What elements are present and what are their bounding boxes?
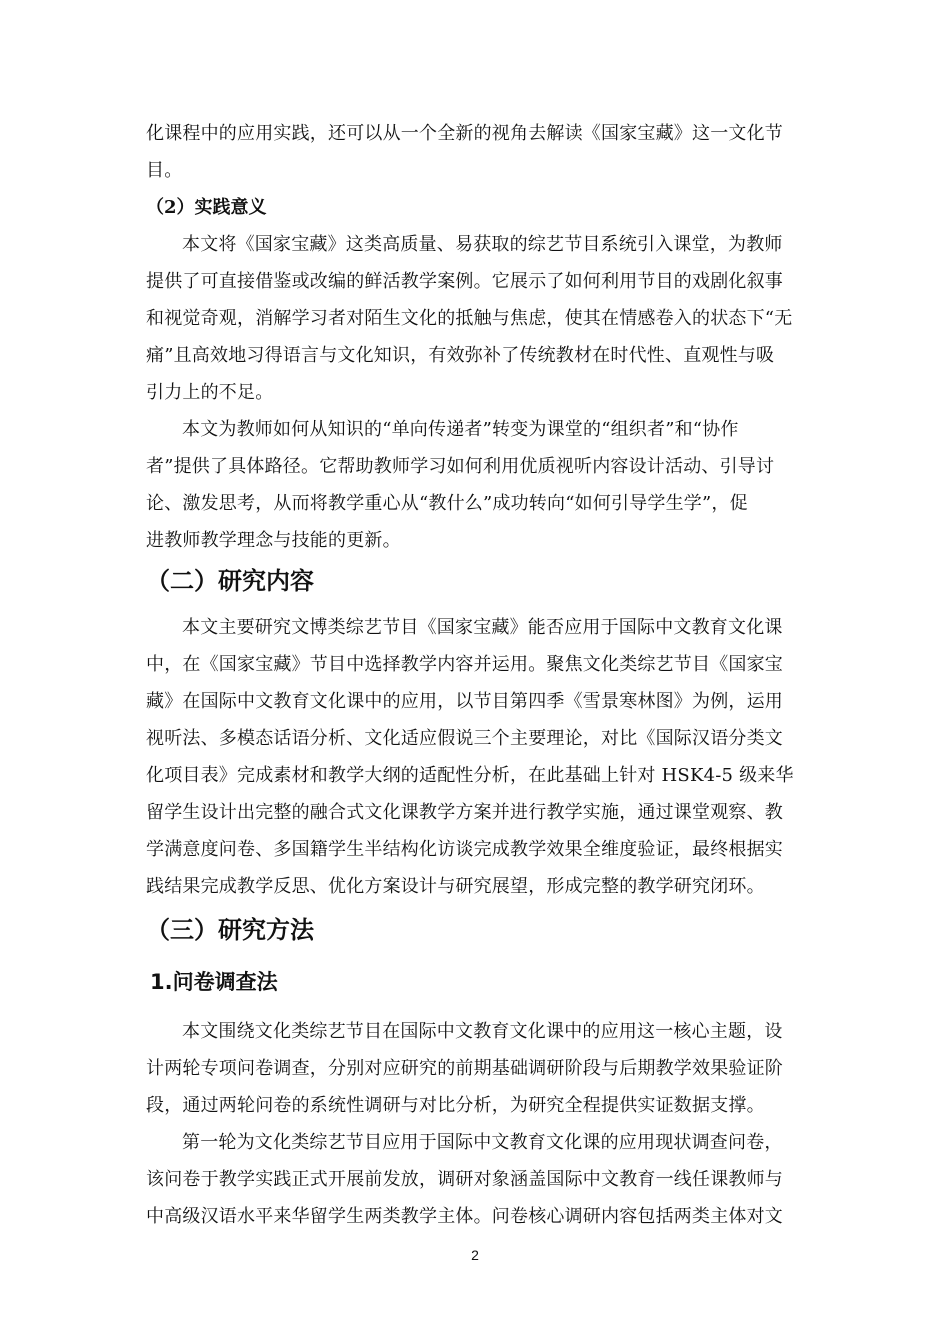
body-text-line: 段，通过两轮问卷的系统性调研与对比分析，为研究全程提供实证数据支撑。 [146,1095,765,1116]
section-heading-research-content: （二）研究内容 [146,567,314,595]
section-heading-research-methods: （三）研究方法 [146,916,314,944]
body-text-line: 目。 [146,160,183,181]
body-text-line: 留学生设计出完整的融合式文化课教学方案并进行教学实施，通过课堂观察、教 [146,802,783,823]
body-text-line: 和视觉奇观，消解学习者对陌生文化的抵触与焦虑，使其在情感卷入的状态下“无 [146,308,793,329]
body-text-line: 本文将《国家宝藏》这类高质量、易获取的综艺节目系统引入课堂，为教师 [182,234,783,255]
body-text-line: 学满意度问卷、多国籍学生半结构化访谈完成教学效果全维度验证，最终根据实 [146,839,783,860]
body-text-line: 提供了可直接借鉴或改编的鲜活教学案例。它展示了如何利用节目的戏剧化叙事 [146,271,783,292]
page-number: 2 [471,1247,479,1263]
subsection-heading-questionnaire: 1.问卷调查法 [150,970,278,994]
body-text-line: 计两轮专项问卷调查，分别对应研究的前期基础调研阶段与后期教学效果验证阶 [146,1058,783,1079]
body-text-line: 痛”且高效地习得语言与文化知识，有效弥补了传统教材在时代性、直观性与吸 [146,345,775,366]
body-text-line: 本文围绕文化类综艺节目在国际中文教育文化课中的应用这一核心主题，设 [182,1021,783,1042]
body-text-line: 进教师教学理念与技能的更新。 [146,530,401,551]
subsection-heading-practical-significance: （2）实践意义 [146,197,267,218]
body-text-line: 中，在《国家宝藏》节目中选择教学内容并运用。聚焦文化类综艺节目《国家宝 [146,654,783,675]
body-text-line: 论、激发思考，从而将教学重心从“教什么”成功转向“如何引导学生学”，促 [146,493,748,514]
body-text-line: 化项目表》完成素材和教学大纲的适配性分析，在此基础上针对 HSK4-5 级来华 [146,765,794,786]
body-text-line: 第一轮为文化类综艺节目应用于国际中文教育文化课的应用现状调查问卷， [182,1132,783,1153]
body-text-line: 视听法、多模态话语分析、文化适应假说三个主要理论，对比《国际汉语分类文 [146,728,783,749]
body-text-line: 中高级汉语水平来华留学生两类教学主体。问卷核心调研内容包括两类主体对文 [146,1206,783,1227]
body-text-line: 引力上的不足。 [146,382,274,403]
body-text-line: 者”提供了具体路径。它帮助教师学习如何利用优质视听内容设计活动、引导讨 [146,456,775,477]
body-text-line: 本文为教师如何从知识的“单向传递者”转变为课堂的“组织者”和“协作 [182,419,739,440]
body-text-line: 化课程中的应用实践，还可以从一个全新的视角去解读《国家宝藏》这一文化节 [146,123,783,144]
body-text-line: 践结果完成教学反思、优化方案设计与研究展望，形成完整的教学研究闭环。 [146,876,765,897]
body-text-line: 本文主要研究文博类综艺节目《国家宝藏》能否应用于国际中文教育文化课 [182,617,783,638]
body-text-line: 藏》在国际中文教育文化课中的应用，以节目第四季《雪景寒林图》为例，运用 [146,691,783,712]
body-text-line: 该问卷于教学实践正式开展前发放，调研对象涵盖国际中文教育一线任课教师与 [146,1169,783,1190]
